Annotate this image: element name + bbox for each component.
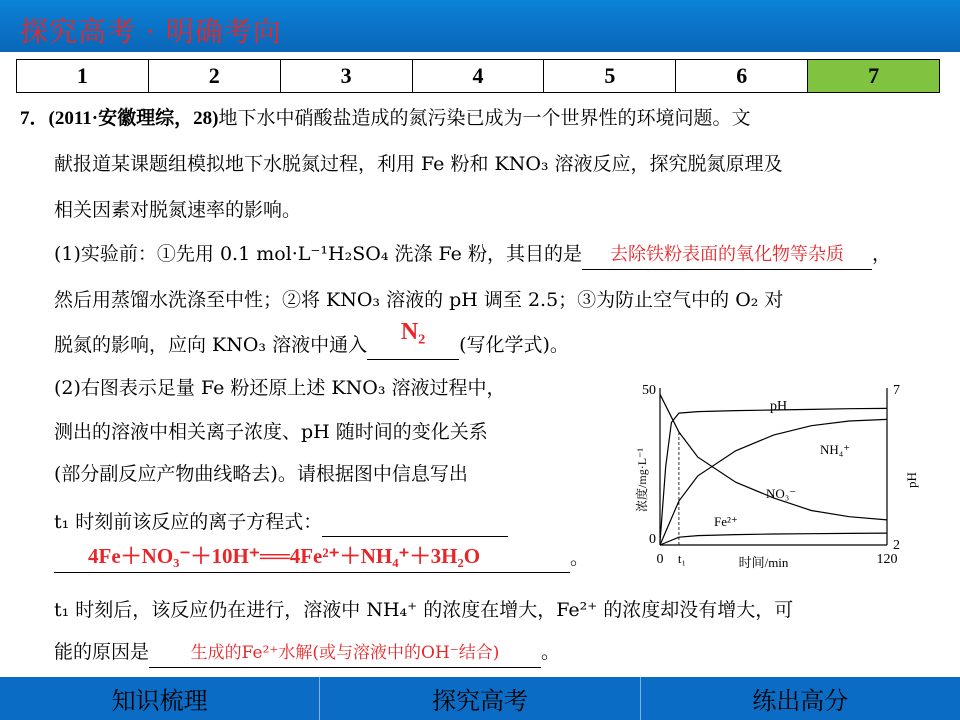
nav-practice[interactable]: 练出高分	[752, 687, 849, 715]
part1-line-1: (1)实验前：①先用 0.1 mol·L⁻¹H₂SO₄ 洗涤 Fe 粉，其目的是 去除铁粉表面的氧化物等杂质 ，	[54, 240, 891, 270]
part1-line-2: 然后用蒸馏水洗涤至中性；②将 KNO₃ 溶液的 pH 调至 2.5；③为防止空气中的 O₂ 对	[54, 289, 784, 311]
nav-knowledge[interactable]: 知识梳理	[0, 677, 320, 720]
answer-4: 生成的Fe²⁺水解(或与溶液中的OH⁻结合)	[190, 643, 500, 663]
tab-4[interactable]: 4	[413, 60, 545, 92]
question-tabs	[16, 59, 940, 93]
series-line-1	[660, 419, 887, 545]
nav-explore[interactable]: 探究高考	[320, 677, 640, 720]
y-right-tick-bottom: 2	[893, 538, 900, 553]
concentration-ph-chart	[622, 380, 932, 575]
part3-line-2	[54, 638, 560, 668]
part2-line-1: (2)右图表示足量 Fe 粉还原上述 KNO₃ 溶液过程中，	[54, 377, 506, 399]
x-tick-120: 120	[876, 552, 898, 567]
answer-3: 4Fe＋NO₃⁻＋10H⁺══4Fe²⁺＋NH₄⁺＋3H₂O	[88, 544, 481, 568]
answer-blank-3a	[322, 508, 508, 537]
part2-line-4	[54, 508, 508, 537]
part1-text-1: (1)实验前：①先用 0.1 mol·L⁻¹H₂SO₄ 洗涤 Fe 粉，其目的是	[54, 243, 582, 265]
question-line-3: 相关因素对脱氮速率的影响。	[54, 199, 302, 221]
bottom-nav	[0, 677, 960, 720]
question-number: 7．	[20, 108, 49, 129]
page-title: 探究高考 · 明确考向	[20, 15, 282, 48]
tab-5[interactable]: 5	[544, 60, 676, 92]
tab-2[interactable]: 2	[149, 60, 281, 92]
part2-line-3: (部分副反应产物曲线略去)。请根据图中信息写出	[54, 463, 468, 485]
y-right-tick-top: 7	[893, 383, 900, 398]
header-bar	[0, 0, 960, 52]
answer-blank-2	[367, 319, 459, 360]
part1-text-3a: 脱氮的影响，应向 KNO₃ 溶液中通入	[54, 334, 368, 356]
answer-blank-1	[582, 240, 872, 270]
chart-plot-area	[634, 383, 919, 570]
label-nh4: NH₄⁺	[820, 442, 851, 457]
part3-text-2: 能的原因是	[54, 641, 150, 663]
series-line-3	[660, 533, 887, 545]
x-tick-0: 0	[656, 552, 664, 567]
series-line-0	[660, 408, 887, 542]
answer-blank-4	[149, 638, 541, 668]
label-ph: pH	[770, 399, 788, 414]
label-fe: Fe²⁺	[714, 514, 738, 529]
question-source: (2011·安徽理综，28)	[48, 108, 219, 129]
part1-line-3	[54, 319, 569, 360]
part2-line-2: 测出的溶液中相关离子浓度、pH 随时间的变化关系	[54, 421, 488, 443]
question-line-1	[20, 104, 750, 133]
end-dot-1: 。	[570, 547, 590, 569]
tab-3[interactable]: 3	[281, 60, 413, 92]
answer-1: 去除铁粉表面的氧化物等杂质	[609, 244, 844, 265]
part2-text-4: t₁ 时刻前该反应的离子方程式：	[54, 511, 323, 533]
y-left-tick-top: 50	[642, 383, 656, 398]
part1-text-3b: (写化学式)。	[459, 334, 569, 356]
y-left-tick-bottom: 0	[649, 532, 656, 547]
answer-blank-3b	[54, 544, 570, 573]
label-no3: NO₃⁻	[766, 486, 797, 501]
answer-2: N₂	[400, 319, 426, 345]
tab-7[interactable]: 7	[808, 60, 939, 92]
y-axis-label-left: 浓度/mg·L⁻¹	[635, 448, 649, 512]
part2-line-5	[54, 544, 589, 573]
x-tick-t1: t₁	[677, 551, 686, 566]
x-axis-label: 时间/min	[738, 555, 789, 570]
tab-1[interactable]: 1	[17, 60, 149, 92]
part3-line-1: t₁ 时刻后，该反应仍在进行，溶液中 NH₄⁺ 的浓度在增大，Fe²⁺ 的浓度却没有增大，可	[54, 599, 794, 621]
question-line-2: 献报道某课题组模拟地下水脱氮过程，利用 Fe 粉和 KNO₃ 溶液反应，探究脱氮原理及	[54, 153, 783, 175]
end-dot-2: 。	[541, 641, 561, 663]
tab-6[interactable]: 6	[676, 60, 808, 92]
y-axis-label-right: pH	[904, 472, 919, 488]
question-text-1: 地下水中硝酸盐造成的氮污染已成为一个世界性的环境问题。文	[218, 107, 751, 129]
